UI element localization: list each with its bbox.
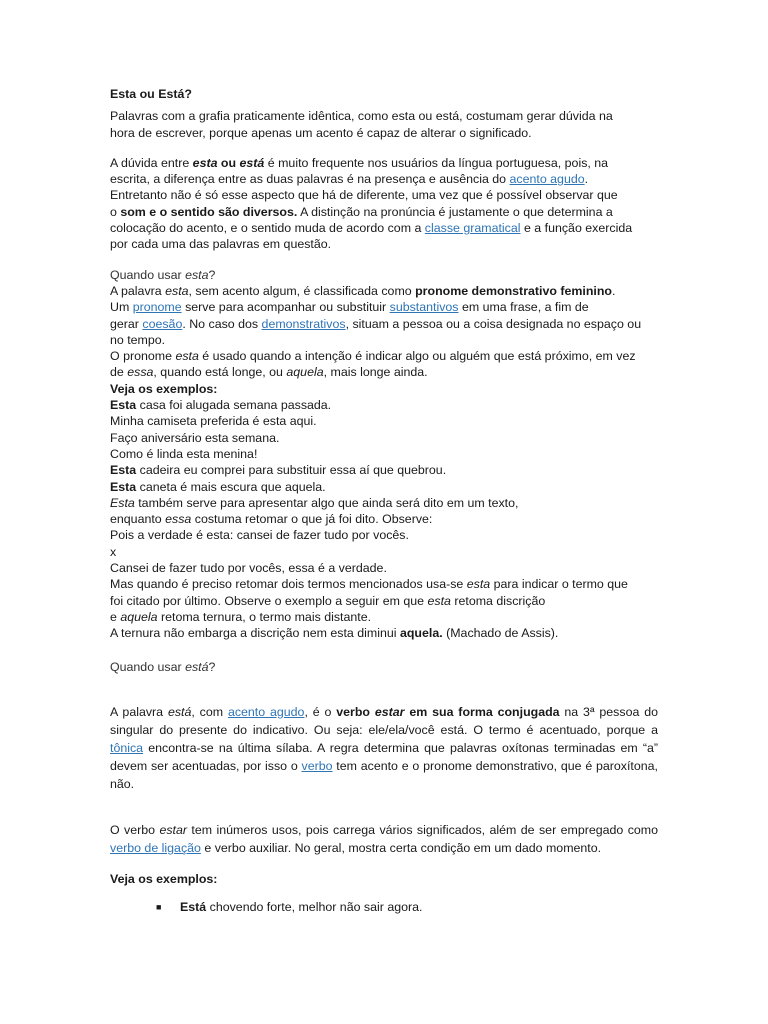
- document-title: Esta ou Está?: [110, 87, 192, 101]
- link-verbo[interactable]: verbo: [301, 758, 333, 773]
- section-esta-body: A palavra esta, sem acento algum, é classificada como pronome demonstrativo feminino. Um pronome serve para acompanhar ou substituir substantivos em uma frase, a fim de gerar coesão. No caso dos demonstrativos, situam a pessoa ou a coisa designada no espaço ou no tempo. O pronome esta é usado quando a intenção é indicar algo ou alguém que está próximo, em vez de essa, quando está longe, ou aquela, mais longe ainda. Veja os exemplos: Esta casa foi alugada semana passada. Minha camiseta preferida é esta aqui. Faço aniversário esta semana. Como é linda esta menina! Esta cadeira eu comprei para substituir essa aí que quebrou. Esta caneta é mais escura que aquela. Esta também serve para apresentar algo que ainda será dito em um texto, enquanto essa costuma retomar o que já foi dito. Observe: Pois a verdade é esta: cansei de fazer tudo por vocês. x Cansei de fazer tudo por vocês, essa é a verdade. Mas quando é preciso retomar dois termos mencionados usa-se esta para indicar o termo que foi citado por último. Observe o exemplo a seguir em que esta retoma discrição e aquela retoma ternura, o termo mais distante. A ternura não embarga a discrição nem esta diminui aquela. (Machado de Assis).: [110, 283, 642, 641]
- link-verbo-de-ligacao[interactable]: verbo de ligação: [110, 840, 201, 855]
- section-esta-accent-paragraph-1: A palavra está, com acento agudo, é o verbo estar em sua forma conjugada na 3ª pessoa do singular do presente do indicativo. Ou seja: ele/ela/você está. O termo é acentuado, porque a tônica encontra-se na última sílaba. A regra determina que palavras oxítonas terminadas em “a” devem ser acentuadas, por isso o verbo tem acento e o pronome demonstrativo, que é paroxítona, não.: [110, 704, 658, 791]
- link-substantivos[interactable]: substantivos: [389, 300, 459, 315]
- bullet-square-icon: ■: [156, 902, 162, 913]
- link-demonstrativos[interactable]: demonstrativos: [261, 316, 346, 331]
- link-classe-gramatical[interactable]: classe gramatical: [424, 221, 521, 236]
- link-tonica[interactable]: tônica: [110, 740, 144, 755]
- link-pronome[interactable]: pronome: [132, 300, 182, 315]
- examples-label-esta: Veja os exemplos:: [110, 381, 218, 396]
- link-acento-agudo-2[interactable]: acento agudo: [227, 704, 305, 719]
- section-esta-accent-paragraph-2: O verbo estar tem inúmeros usos, pois carrega vários significados, além de ser empregado como verbo de ligação e verbo auxiliar. No geral, mostra certa condição em um dado momento.: [110, 822, 658, 855]
- link-coesao[interactable]: coesão: [142, 316, 183, 331]
- section-heading-esta: Quando usar esta?: [110, 267, 216, 282]
- section-heading-esta-accent: Quando usar está?: [110, 659, 216, 674]
- examples-label-esta-accent: Veja os exemplos:: [110, 871, 218, 886]
- link-acento-agudo[interactable]: acento agudo: [509, 172, 585, 187]
- paragraph-2: A dúvida entre esta ou está é muito frequente nos usuários da língua portuguesa, pois, na escrita, a diferença entre as duas palavras é na presença e ausência do acento agudo. Entretanto não é só esse aspecto que há de diferente, uma vez que é possível observar que o som e o sentido são diversos. A distinção na pronúncia é justamente o que determina a colocação do acento, e o sentido muda de acordo com a classe gramatical e a função exercida por cada uma das palavras em questão.: [110, 155, 633, 252]
- list-item: ■ Está chovendo forte, melhor não sair agora.: [156, 900, 423, 915]
- intro-paragraph: Palavras com a grafia praticamente idêntica, como esta ou está, costumam gerar dúvida na hora de escrever, porque apenas um acento é capaz de alterar o significado.: [110, 109, 613, 140]
- document-body: [110, 86, 658, 915]
